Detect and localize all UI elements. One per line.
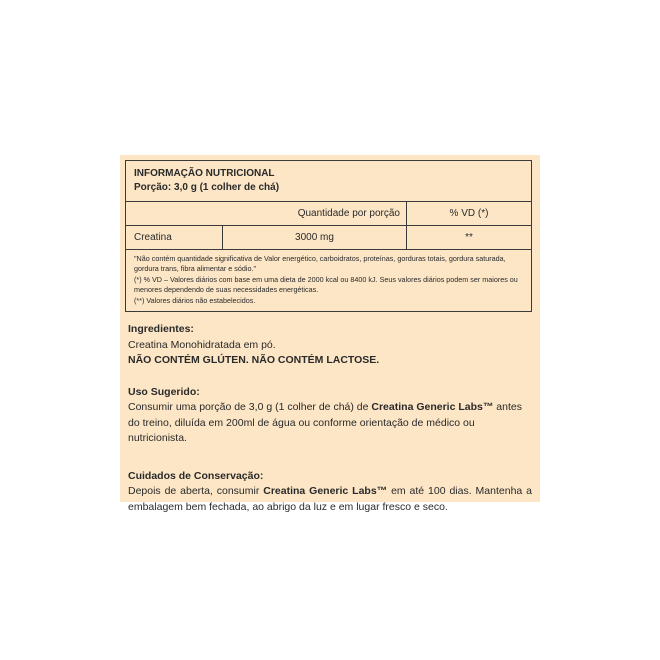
usage-text: [128, 400, 532, 447]
nutrition-facts-table: [125, 160, 532, 312]
nutrition-footnotes: [126, 250, 531, 311]
nutrient-name: Creatina: [134, 232, 172, 243]
storage-text-end: em até 100 dias. Mantenha a embalagem bem fechada, ao abrigo da luz e em lugar fresco e seco.: [128, 485, 532, 513]
usage-section: [128, 385, 532, 447]
usage-text-start: Consumir uma porção de 3,0 g (1 colher de chá) de: [128, 401, 372, 414]
usage-brand: Creatina Generic Labs™: [371, 401, 494, 414]
nutrient-vd: **: [406, 226, 531, 249]
storage-text-start: Depois de aberta, consumir: [128, 485, 264, 498]
usage-title: Uso Sugerido:: [128, 385, 200, 398]
ingredients-text: Creatina Monohidratada em pó.: [128, 338, 276, 351]
nutrition-row: [126, 226, 531, 250]
allergen-warning: NÃO CONTÉM GLÚTEN. NÃO CONTÉM LACTOSE.: [128, 354, 380, 367]
nutrition-col-vd: % VD (*): [406, 202, 531, 225]
nutrition-note-vd: (*) % VD – Valores diários com base em uma dieta de 2000 kcal ou 8400 kJ. Seus valores diários podem ser maiores ou menores dependendo de suas necessidades energéticas.: [134, 274, 518, 295]
storage-section: [128, 469, 532, 516]
storage-title: Cuidados de Conservação:: [128, 469, 264, 482]
storage-brand: Creatina Generic Labs™: [263, 485, 388, 498]
nutrient-quantity: 3000 mg: [222, 226, 406, 249]
nutrition-portion: Porção: 3,0 g (1 colher de chá): [134, 182, 280, 193]
nutrition-title: INFORMAÇÃO NUTRICIONAL: [134, 168, 275, 179]
usage-text-end: antes do treino, diluída em 200ml de água ou conforme orientação de médico ou nutricionista.: [128, 401, 522, 445]
product-label-panel: [120, 155, 540, 513]
nutrition-col-name: [126, 202, 222, 225]
nutrition-table-header: [126, 161, 531, 202]
storage-text: [128, 484, 532, 515]
nutrition-note-not-established: (**) Valores diários não estabelecidos.: [134, 295, 256, 305]
nutrition-col-quantity: Quantidade por porção: [297, 208, 400, 219]
nutrition-note-not-significant: "Não contém quantidade significativa de Valor energético, carboidratos, proteínas, gorduras totais, gordura saturada, gordura trans, fibra alimentar e sódio.": [134, 254, 506, 274]
ingredients-section: [128, 322, 532, 369]
ingredients-title: Ingredientes:: [128, 323, 194, 336]
nutrition-column-headers: [126, 202, 531, 226]
